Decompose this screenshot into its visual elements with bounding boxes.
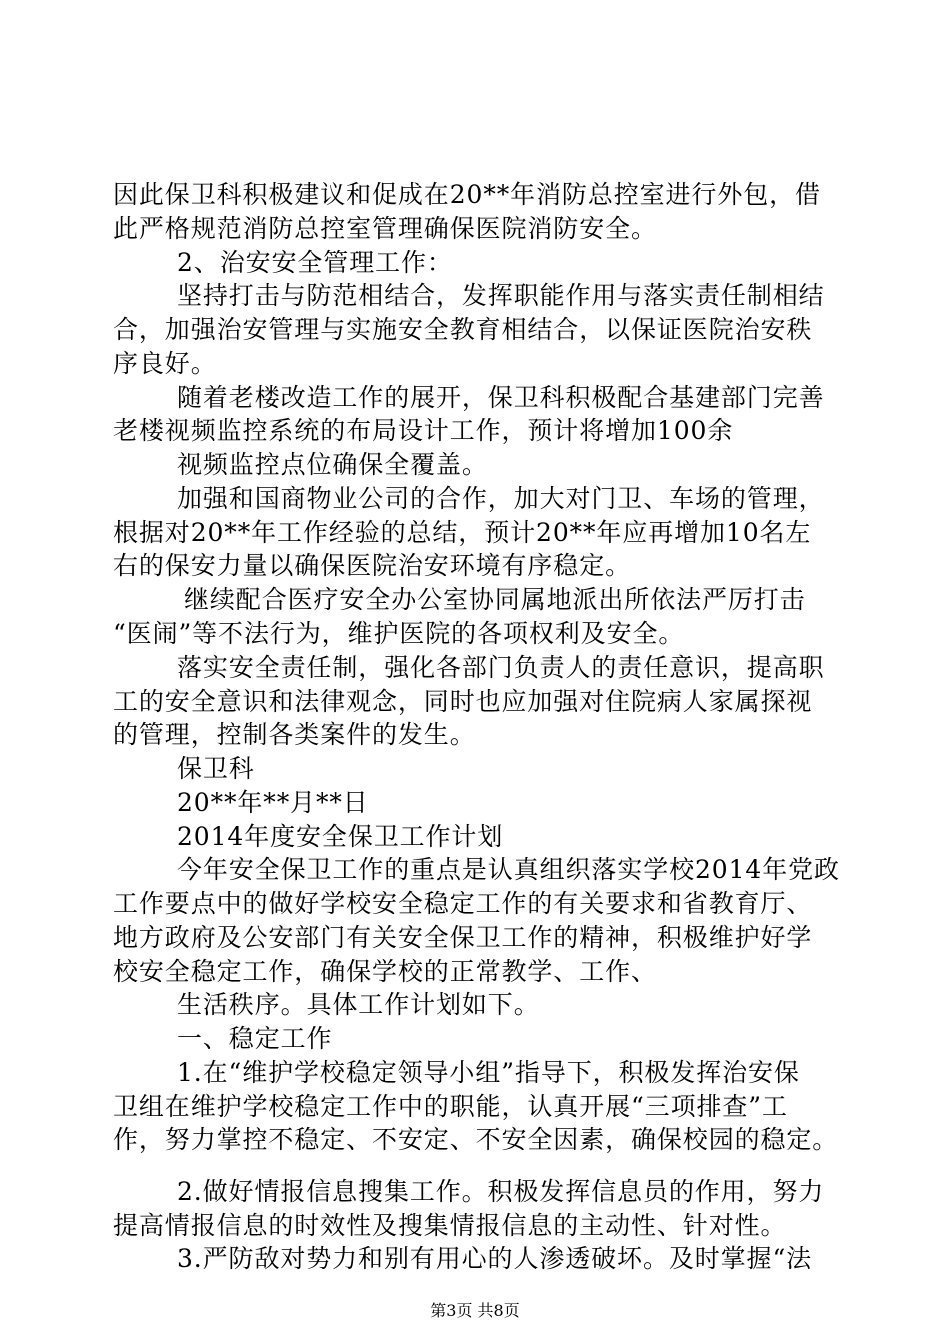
body-line: 落实安全责任制，强化各部门负责人的责任意识，提高职 [177, 653, 825, 682]
body-line: 校安全稳定工作，确保学校的正常教学、工作、 [113, 957, 657, 986]
body-line: 随着老楼改造工作的展开，保卫科积极配合基建部门完善 [177, 383, 825, 412]
body-line: 右的保安力量以确保医院治安环境有序稳定。 [113, 551, 632, 580]
body-line: 生活秩序。具体工作计划如下。 [177, 990, 540, 1019]
body-line: 根据对20**年工作经验的总结，预计20**年应再增加10名左 [113, 518, 812, 547]
signature-date: 20**年**月**日 [177, 788, 369, 817]
body-line: 的管理，控制各类案件的发生。 [113, 720, 476, 749]
body-line: 工作要点中的做好学校安全稳定工作的有关要求和省教育厅、 [113, 889, 813, 918]
body-line: 因此保卫科积极建议和促成在20**年消防总控室进行外包，借 [113, 180, 821, 209]
body-line: 地方政府及公安部门有关安全保卫工作的精神，积极维护好学 [113, 923, 813, 952]
body-line: 工的安全意识和法律观念，同时也应加强对住院病人家属探视 [113, 687, 813, 716]
body-line: 卫组在维护学校稳定工作中的职能，认真开展“三项排查”工 [113, 1092, 788, 1121]
body-line: 今年安全保卫工作的重点是认真组织落实学校2014年党政 [177, 855, 840, 884]
body-line: 序良好。 [113, 349, 217, 378]
body-line: 3.严防敌对势力和别有用心的人渗透破坏。及时掌握“法 [177, 1244, 813, 1273]
section-heading: 2、治安安全管理工作： [177, 248, 453, 277]
body-line: 加强和国商物业公司的合作，加大对门卫、车场的管理， [177, 484, 825, 513]
body-line: 提高情报信息的时效性及搜集情报信息的主动性、针对性。 [113, 1211, 787, 1240]
body-line: 此严格规范消防总控室管理确保医院消防安全。 [113, 214, 657, 243]
body-line: 视频监控点位确保全覆盖。 [177, 450, 488, 479]
body-line: 老楼视频监控系统的布局设计工作，预计将增加100余 [113, 416, 734, 445]
body-line: “医闹”等不法行为，维护医院的各项权利及安全。 [113, 619, 685, 648]
body-line: 坚持打击与防范相结合，发挥职能作用与落实责任制相结 [177, 281, 825, 310]
plan-title: 2014年度安全保卫工作计划 [177, 822, 504, 851]
body-line: 1.在“维护学校稳定领导小组”指导下，积极发挥治安保 [177, 1058, 800, 1087]
body-line: 2.做好情报信息搜集工作。积极发挥信息员的作用，努力 [177, 1177, 825, 1206]
body-line: 合，加强治安管理与实施安全教育相结合，以保证医院治安秩 [113, 315, 813, 344]
body-line: 继续配合医疗安全办公室协同属地派出所依法严厉打击 [184, 585, 806, 614]
page-number-footer: 第3页 共8页 [430, 1301, 520, 1320]
signature-department: 保卫科 [177, 754, 255, 783]
section-heading: 一、稳定工作 [177, 1024, 333, 1053]
body-line: 作，努力掌控不稳定、不安定、不安全因素，确保校园的稳定。 [113, 1125, 839, 1154]
